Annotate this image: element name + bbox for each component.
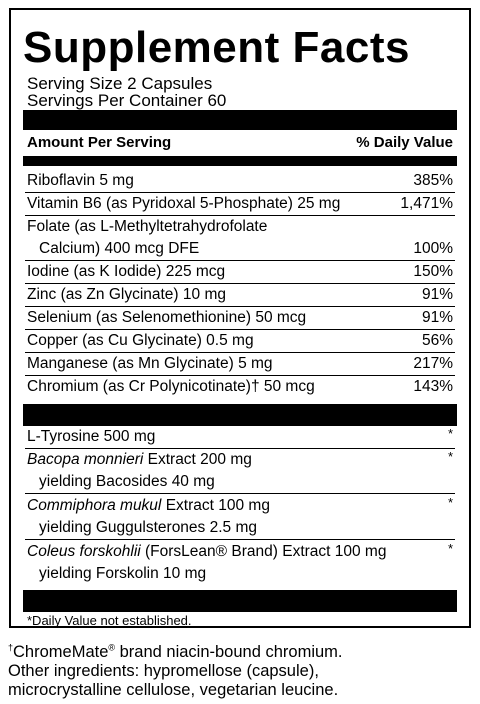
nutrient-row (25, 353, 455, 376)
thick-bar-4 (23, 590, 457, 612)
nutrient-name-cont: Calcium) 400 mcg DFE (39, 240, 200, 257)
nutrient-row (25, 376, 455, 398)
nutrient-dv: 56% (421, 332, 453, 349)
nutrient-row (25, 216, 455, 238)
ingredient-row-sub (25, 517, 455, 540)
ingredient-row-sub (25, 471, 455, 494)
panel-title: Supplement Facts (23, 23, 410, 72)
nutrient-dv: 150% (413, 263, 453, 280)
registered-mark: ® (108, 642, 116, 653)
nutrient-name: Riboflavin 5 mg (27, 172, 134, 189)
ingredient-row (25, 541, 455, 563)
nutrient-row (25, 330, 455, 353)
ingredient-yield: yielding Guggulsterones 2.5 mg (39, 519, 257, 536)
serving-size: Serving Size 2 Capsules (27, 74, 213, 93)
nutrient-dv: 385% (413, 172, 453, 189)
column-header (27, 134, 453, 152)
nutrient-name: Selenium (as Selenomethionine) 50 mcg (27, 309, 307, 326)
nutrient-row (25, 261, 455, 284)
extract-amount: Extract 200 mg (143, 451, 252, 468)
brand-name: ChromeMate (13, 643, 109, 661)
ingredient-row (25, 426, 455, 449)
other-ingredients-line-1: Other ingredients: hypromellose (capsule), (8, 662, 319, 680)
latin-name: Coleus forskohlii (27, 543, 141, 560)
ingredient-name (27, 495, 270, 517)
ingredient-yield: yielding Forskolin 10 mg (39, 565, 207, 582)
nutrient-row (25, 170, 455, 193)
other-ingredients-line-2: microcrystalline cellulose, vegetarian leucine. (8, 681, 339, 699)
dv-asterisk: * (447, 541, 453, 556)
nutrient-dv: 100% (413, 240, 453, 257)
brand-description: brand niacin-bound chromium. (115, 643, 343, 661)
chromemate-footnote (8, 643, 474, 661)
nutrient-row (25, 238, 455, 261)
nutrient-row (25, 193, 455, 216)
nutrient-name: Chromium (as Cr Polynicotinate)† 50 mcg (27, 378, 315, 395)
nutrient-name: Folate (as L-Methyltetrahydrofolate (27, 218, 268, 235)
nutrient-dv: 1,471% (400, 195, 453, 212)
amount-header: Amount Per Serving (27, 134, 172, 151)
ingredient-row (25, 449, 455, 471)
thick-bar-2 (23, 156, 457, 166)
ingredient-name (27, 449, 252, 471)
extract-amount: Extract 100 mg (161, 497, 270, 514)
nutrient-name: Vitamin B6 (as Pyridoxal 5-Phosphate) 25 mg (27, 195, 341, 212)
nutrient-name: Zinc (as Zn Glycinate) 10 mg (27, 286, 226, 303)
extract-amount: (ForsLean® Brand) Extract 100 mg (140, 543, 387, 560)
ingredient-name (27, 541, 386, 563)
dv-asterisk: * (447, 426, 453, 441)
nutrient-row (25, 284, 455, 307)
nutrient-name: Manganese (as Mn Glycinate) 5 mg (27, 355, 273, 372)
ingredient-yield: yielding Bacosides 40 mg (39, 473, 215, 490)
ingredient-row (25, 495, 455, 517)
ingredient-row-sub (25, 563, 455, 585)
dv-asterisk: * (447, 449, 453, 464)
nutrient-dv: 91% (421, 286, 453, 303)
dagger-mark: † (8, 642, 14, 653)
thick-bar-3 (23, 404, 457, 426)
nutrient-row (25, 307, 455, 330)
dv-asterisk: * (447, 495, 453, 510)
nutrient-dv: 217% (413, 355, 453, 372)
supplement-facts-panel (9, 8, 471, 628)
nutrient-dv: 91% (421, 309, 453, 326)
nutrient-dv: 143% (413, 378, 453, 395)
dv-header: % Daily Value (356, 134, 453, 151)
servings-per-container: Servings Per Container 60 (27, 91, 227, 110)
latin-name: Bacopa monnieri (27, 451, 144, 468)
nutrient-name: Copper (as Cu Glycinate) 0.5 mg (27, 332, 254, 349)
daily-value-note: *Daily Value not established. (27, 613, 192, 628)
nutrient-name: Iodine (as K Iodide) 225 mcg (27, 263, 226, 280)
latin-name: Commiphora mukul (27, 497, 162, 514)
ingredient-name: L-Tyrosine 500 mg (27, 428, 156, 445)
thick-bar-1 (23, 110, 457, 130)
